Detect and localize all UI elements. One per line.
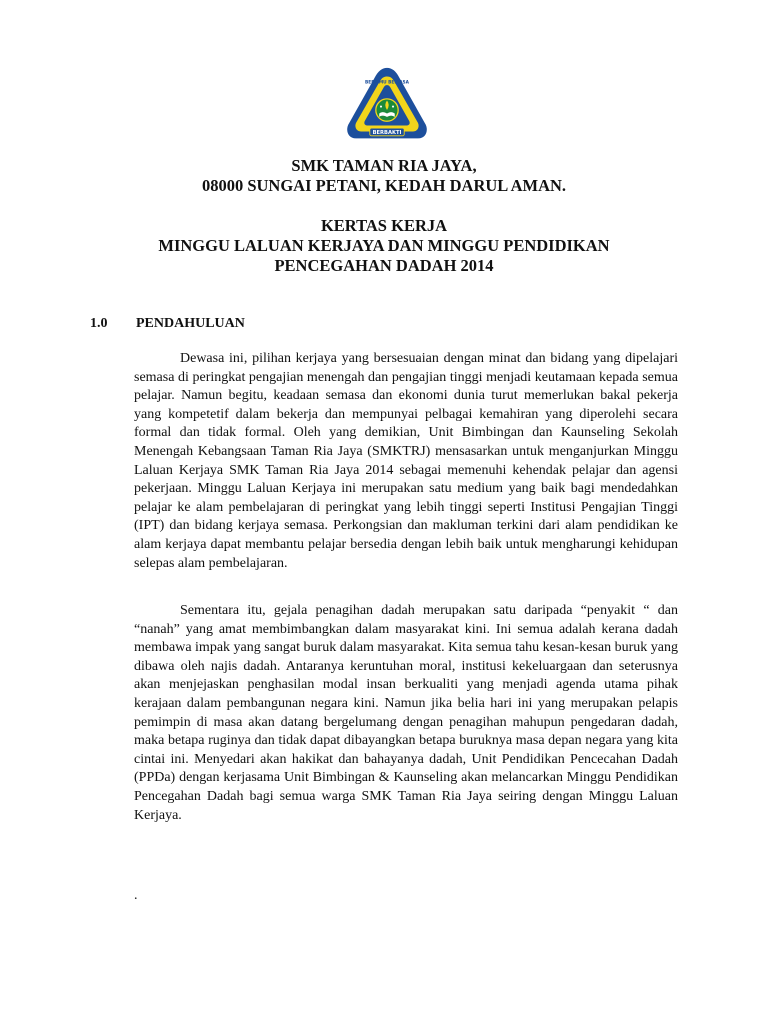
crest-bottom-text: BERBAKTI <box>372 130 402 137</box>
school-address: 08000 SUNGAI PETANI, KEDAH DARUL AMAN. <box>201 176 567 195</box>
document-type: KERTAS KERJA <box>320 216 448 235</box>
school-crest-logo <box>344 64 430 144</box>
paragraph-1-text: Dewasa ini, pilihan kerjaya yang bersesuaian dengan minat dan bidang yang dipelajari semasa di peringkat pengajian menengah dan pengajian tinggi menjadi keutamaan kepada semua pelajar. Namun begitu, keadaan semasa dan ekonomi dunia turut memerlukan bakal pekerja yang kompetetif dalam bekerja dan mempunyai pelbagai kemahiran yang diperolehi secara formal dan tidak formal. Oleh yang demikian, Unit Bimbingan dan Kaunseling Sekolah Menengah Kebangsaan Taman Ria Jaya (SMKTRJ) mensasarkan untuk menganjurkan Minggu Laluan Kerjaya SMK Taman Ria Jaya 2014 sebagai memenuhi kehendak pelajar dan agensi pekerjaan. Minggu Laluan Kerjaya ini merupakan satu medium yang baik bagi mendedahkan pelajar ke alam pembelajaran di peringkat yang lebih tinggi seperti Institusi Pengajian Tinggi (IPT) dan bidang kerjaya semasa. Perkongsian dan makluman terkini dari alam pendidikan ke alam kerjaya dapat membantu pelajar bersedia dengan lebih baik untuk mengharungi kehidupan selepas alam pembelajaran. <box>134 351 678 571</box>
section-number: 1.0 <box>90 316 108 331</box>
document-title-line-1: MINGGU LALUAN KERJAYA DAN MINGGU PENDIDIKAN <box>158 236 610 255</box>
document-title-block <box>0 216 768 276</box>
school-header <box>0 156 768 196</box>
section-title: PENDAHULUAN <box>136 316 245 331</box>
crest-top-text: BERILMU BERJASA <box>365 80 409 86</box>
document-title-line-2: PENCEGAHAN DADAH 2014 <box>274 256 494 275</box>
trailing-dot: . <box>134 888 138 903</box>
section-heading <box>90 316 245 332</box>
paragraph-2 <box>134 602 678 825</box>
paragraph-2-text: Sementara itu, gejala penagihan dadah merupakan satu daripada “penyakit “ dan “nanah” yang amat membimbangkan dalam masyarakat kini. Ini semua adalah kerana dadah membawa impak yang sangat buruk dalam masyarakat. Kita semua tahu kesan-kesan buruk yang dibawa oleh najis dadah. Antaranya keruntuhan moral, institusi kekeluargaan dan seterusnya akan menjejaskan penghasilan modal insan berkualiti yang menjadi agenda utama pihak kerajaan dalam pembangunan negara kini. Namun jika belia hari ini yang merupakan pelapis pemimpin di masa akan datang bergelumang dengan penagihan mahupun pengedaran dadah, maka betapa ruginya dan tidak dapat dibayangkan betapa buruknya masa depan negara yang kita cintai ini. Menyedari akan hakikat dan bahayanya dadah, Unit Pendidikan Pencecahan Dadah (PPDa) dengan kerjasama Unit Bimbingan & Kaunseling akan melancarkan Minggu Pendidikan Pencegahan Dadah bagi semua warga SMK Taman Ria Jaya seiring dengan Minggu Laluan Kerjaya. <box>134 603 678 823</box>
school-name: SMK TAMAN RIA JAYA, <box>291 156 477 175</box>
paragraph-1 <box>134 350 678 573</box>
